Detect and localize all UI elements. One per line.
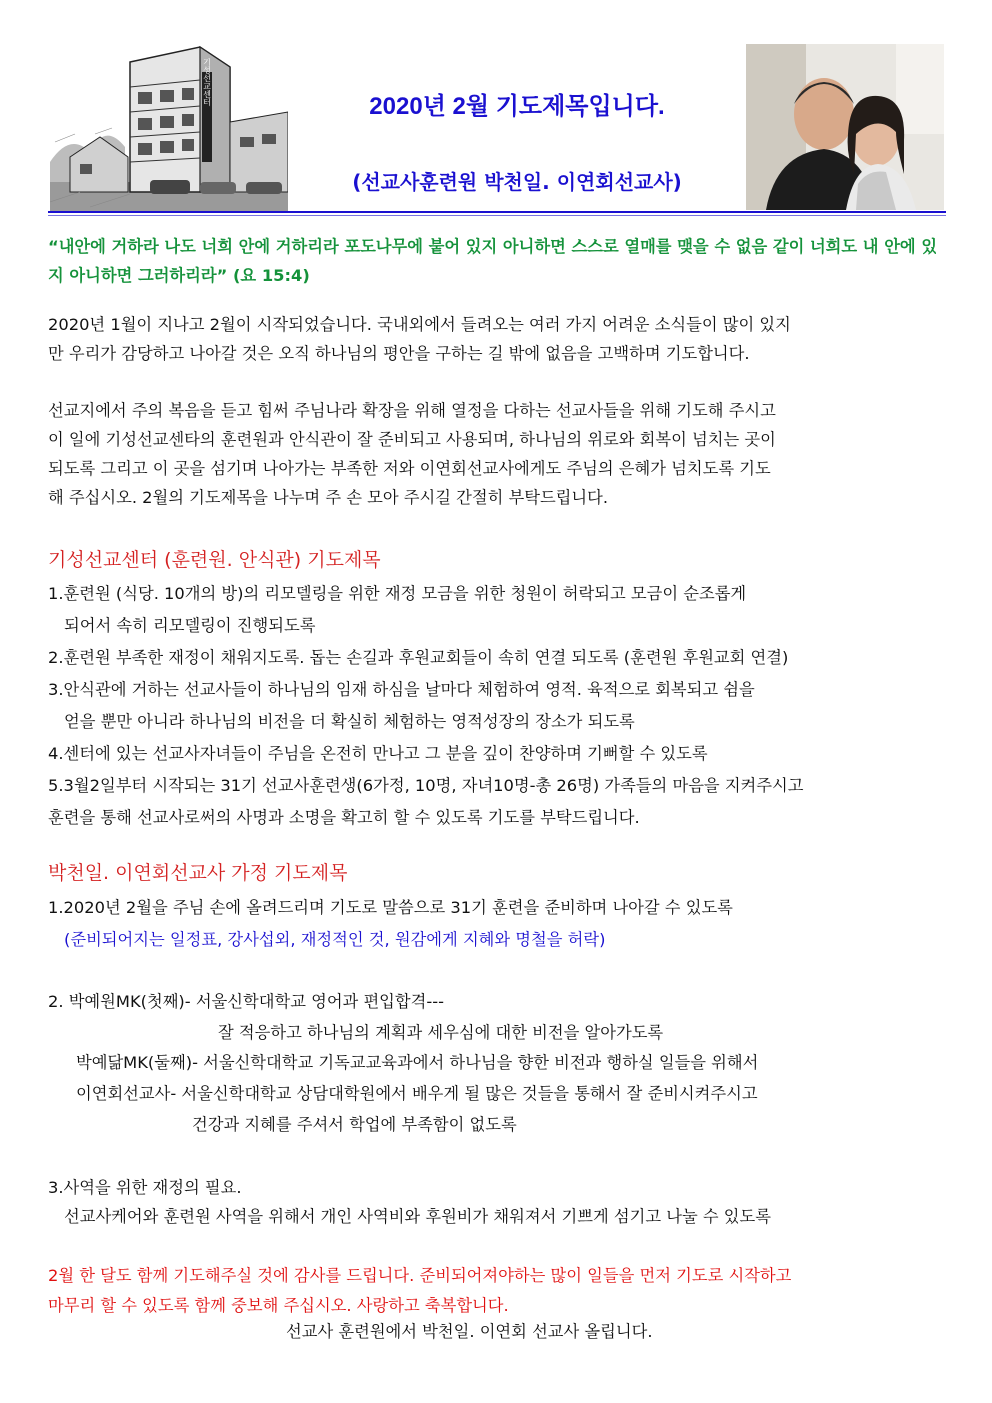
page-subtitle: (선교사훈련원 박천일. 이연회선교사): [352, 170, 682, 194]
header: [48, 38, 946, 214]
list-item: 5.3월2일부터 시작되는 31기 선교사훈련생(6가정, 10명, 자녀10명-총 26명) 가족들의 마음을 지켜주시고: [48, 776, 804, 795]
list-item: 되어서 속히 리모델링이 진행되도록: [64, 616, 316, 635]
intro-line: 선교지에서 주의 복음을 듣고 힘써 주님나라 확장을 위해 열정을 다하는 선교사들을 위해 기도해 주시고: [48, 401, 776, 420]
closing-message: [48, 1261, 948, 1321]
list-item: 잘 적응하고 하나님의 계획과 세우심에 대한 비전을 알아가도록: [218, 1023, 664, 1042]
intro-paragraph-2: [48, 396, 948, 512]
list-item: 박예닮MK(둘째)- 서울신학대학교 기독교교육과에서 하나님을 향한 비전과 행하실 일들을 위해서: [76, 1053, 759, 1072]
missionary-couple-photo: [746, 44, 944, 210]
building-sign-text: 기성선교센터: [202, 58, 212, 106]
list-item: 3.사역을 위한 재정의 필요.: [48, 1178, 242, 1197]
closing-line: 2월 한 달도 함께 기도해주실 것에 감사를 드립니다. 준비되어져야하는 많이 일들을 먼저 기도로 시작하고: [48, 1266, 792, 1285]
intro-line: 해 주십시오. 2월의 기도제목을 나누며 주 손 모아 주시길 간절히 부탁드립니다.: [48, 488, 609, 507]
list-item: 얻을 뿐만 아니라 하나님의 비전을 더 확실히 체험하는 영적성장의 장소가 되도록: [64, 712, 635, 731]
intro-line: 이 일에 기성선교센타의 훈련원과 안식관이 잘 준비되고 사용되며, 하나님의 위로와 회복이 넘치는 곳이: [48, 430, 776, 449]
closing-line: 마무리 할 수 있도록 함께 중보해 주십시오. 사랑하고 축복합니다.: [48, 1296, 509, 1315]
scripture-verse: “내안에 거하라 나도 너희 안에 거하리라 포도나무에 붙어 있지 아니하면 스스로 열매를 맺을 수 없음 같이 너희도 내 안에 있지 아니하면 그러하리라” (요 15:4): [48, 237, 938, 285]
list-item-note: (준비되어지는 일정표, 강사섭외, 재정적인 것, 원감에게 지혜와 명철을 허락): [64, 930, 606, 949]
header-divider-thin: [48, 215, 946, 216]
list-item: 건강과 지혜를 주셔서 학업에 부족함이 없도록: [192, 1115, 517, 1134]
family-prayer-item1: [48, 892, 958, 956]
intro-paragraph-1: [48, 310, 948, 368]
page-title: 2020년 2월 기도제목입니다.: [369, 93, 665, 120]
list-item: 이연회선교사- 서울신학대학교 상담대학원에서 배우게 될 많은 것들을 통해서 잘 준비시켜주시고: [76, 1084, 758, 1103]
family-prayer-heading: 박천일. 이연회선교사 가정 기도제목: [48, 862, 348, 884]
center-prayer-list: [48, 578, 958, 834]
list-item: 4.센터에 있는 선교사자녀들이 주님을 온전히 만나고 그 분을 깊이 찬양하며 기뻐할 수 있도록: [48, 744, 708, 763]
list-item: 2. 박예원MK(첫째)- 서울신학대학교 영어과 편입합격---: [48, 992, 444, 1011]
building-sketch-image: [50, 42, 288, 212]
intro-line: 2020년 1월이 지나고 2월이 시작되었습니다. 국내외에서 들려오는 여러 가지 어려운 소식들이 많이 있지: [48, 315, 791, 334]
list-item: 1.2020년 2월을 주님 손에 올려드리며 기도로 말씀으로 31기 훈련을 준비하며 나아갈 수 있도록: [48, 898, 733, 917]
list-item: 3.안식관에 거하는 선교사들이 하나님의 임재 하심을 날마다 체험하여 영적. 육적으로 회복되고 쉼을: [48, 680, 755, 699]
intro-line: 만 우리가 감당하고 나아갈 것은 오직 하나님의 평안을 구하는 길 밖에 없음을 고백하며 기도합니다.: [48, 344, 750, 363]
list-item: 2.훈련원 부족한 재정이 채워지도록. 돕는 손길과 후원교회들이 속히 연결 되도록 (훈련원 후원교회 연결): [48, 648, 789, 667]
center-prayer-heading: 기성선교센터 (훈련원. 안식관) 기도제목: [48, 549, 381, 571]
list-item: 1.훈련원 (식당. 10개의 방)의 리모델링을 위한 재정 모금을 위한 청원이 허락되고 모금이 순조롭게: [48, 584, 747, 603]
signature: 선교사 훈련원에서 박천일. 이연회 선교사 올립니다.: [286, 1322, 653, 1341]
intro-line: 되도록 그리고 이 곳을 섬기며 나아가는 부족한 저와 이연회선교사에게도 주님의 은혜가 넘치도록 기도: [48, 459, 771, 478]
list-item: 훈련을 통해 선교사로써의 사명과 소명을 확고히 할 수 있도록 기도를 부탁드립니다.: [48, 808, 640, 827]
list-item: 선교사케어와 훈련원 사역을 위해서 개인 사역비와 후원비가 채워져서 기쁘게 섬기고 나눌 수 있도록: [64, 1207, 771, 1226]
header-divider: [48, 211, 946, 213]
